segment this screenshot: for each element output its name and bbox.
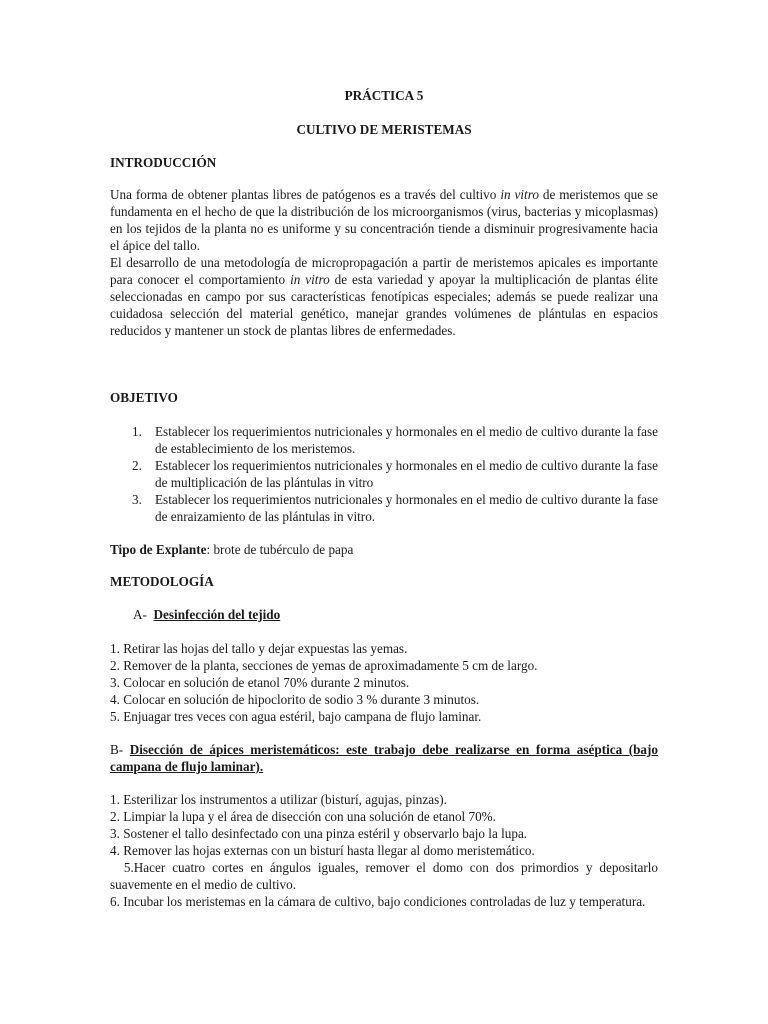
intro-paragraph-2 (110, 254, 658, 339)
list-item: 4. Remover las hojas externas con un bisturí hasta llegar al domo meristemático. (110, 843, 535, 858)
text-run: de meristemos que se fundamenta en el hecho de que la distribución de los microorganismos (virus, bacterias y micoplasmas) en los tejidos de la planta no es uniforme y su concentración tiende a disminuir progresivamente hacia el ápice del tallo. (110, 187, 658, 253)
practice-title: PRÁCTICA 5 (344, 88, 424, 103)
list-text: Establecer los requerimientos nutricionales y hormonales en el medio de cultivo durante la fase de enraizamiento de las plántulas in vitro. (155, 492, 658, 524)
section-a-heading (133, 606, 681, 623)
section-b-title: Disección de ápices meristemáticos: este trabajo debe realizarse en forma aséptica (bajo campana de flujo laminar). (110, 742, 659, 774)
italic-term: in vitro (500, 187, 539, 202)
section-a-title: Desinfección del tejido (153, 607, 281, 622)
list-item: 1. Esterilizar los instrumentos a utilizar (bisturí, agujas, pinzas). (110, 792, 447, 807)
intro-paragraph-1 (110, 186, 658, 254)
text-run: de esta variedad y apoyar la multiplicación de plantas élite seleccionadas en campo por sus características fenotípicas especiales; además se puede realizar una cuidadosa selección del material genético, manejar grandes volúmenes de plántulas en espacios reducidos y mantener un stock de plantas libres de enfermedades. (110, 272, 658, 338)
section-a-steps (110, 640, 658, 725)
list-item (132, 491, 658, 525)
list-item: 3. Sostener el tallo desinfectado con una pinza estéril y observarlo bajo la lupa. (110, 826, 528, 841)
list-text: Establecer los requerimientos nutricionales y hormonales en el medio de cultivo durante la fase de establecimiento de los meristemos. (155, 424, 658, 456)
italic-term: in vitro (290, 272, 330, 287)
methodology-heading: METODOLOGÍA (110, 574, 214, 589)
list-item: 3. Colocar en solución de etanol 70% durante 2 minutos. (110, 675, 410, 690)
list-item: 4. Colocar en solución de hipoclorito de sodio 3 % durante 3 minutos. (110, 692, 480, 707)
section-b-heading (110, 741, 658, 775)
intro-heading: INTRODUCCIÓN (110, 155, 217, 170)
list-number: 3. (132, 492, 142, 507)
list-item (132, 457, 658, 491)
section-a-prefix: A- (133, 607, 147, 622)
list-item: 5. Enjuagar tres veces con agua estéril, bajo campana de flujo laminar. (110, 709, 482, 724)
section-b-steps (110, 791, 658, 859)
objective-list (132, 423, 658, 525)
list-item: 1. Retirar las hojas del tallo y dejar expuestas las yemas. (110, 641, 408, 656)
list-text: Establecer los requerimientos nutricionales y hormonales en el medio de cultivo durante la fase de multiplicación de las plántulas in vitro (155, 458, 658, 490)
explant-line (110, 541, 658, 558)
list-number: 2. (132, 458, 142, 473)
explant-value: : brote de tubérculo de papa (206, 542, 354, 557)
objective-heading: OBJETIVO (110, 390, 178, 405)
explant-label: Tipo de Explante (110, 542, 207, 557)
list-item: 6. Incubar los meristemas en la cámara de cultivo, bajo condiciones controladas de luz y temperatura. (110, 894, 646, 909)
list-item: 5.Hacer cuatro cortes en ángulos iguales, remover el domo con dos primordios y depositarlo suavemente en el medio de cultivo. (110, 860, 662, 892)
list-item: 2. Remover de la planta, secciones de yemas de aproximadamente 5 cm de largo. (110, 658, 538, 673)
list-number: 1. (132, 424, 142, 439)
practice-subtitle: CULTIVO DE MERISTEMAS (296, 122, 472, 137)
text-run: El desarrollo de una metodología de micropropagación a partir de meristemos apicales es importante para conocer el comportamiento (110, 255, 658, 287)
list-item: 2. Limpiar la lupa y el área de disección con una solución de etanol 70%. (110, 809, 496, 824)
intro-body (110, 186, 658, 339)
text-run: Una forma de obtener plantas libres de patógenos es a través del cultivo (110, 187, 501, 202)
section-b-prefix: B- (110, 742, 124, 757)
list-item (132, 423, 658, 457)
